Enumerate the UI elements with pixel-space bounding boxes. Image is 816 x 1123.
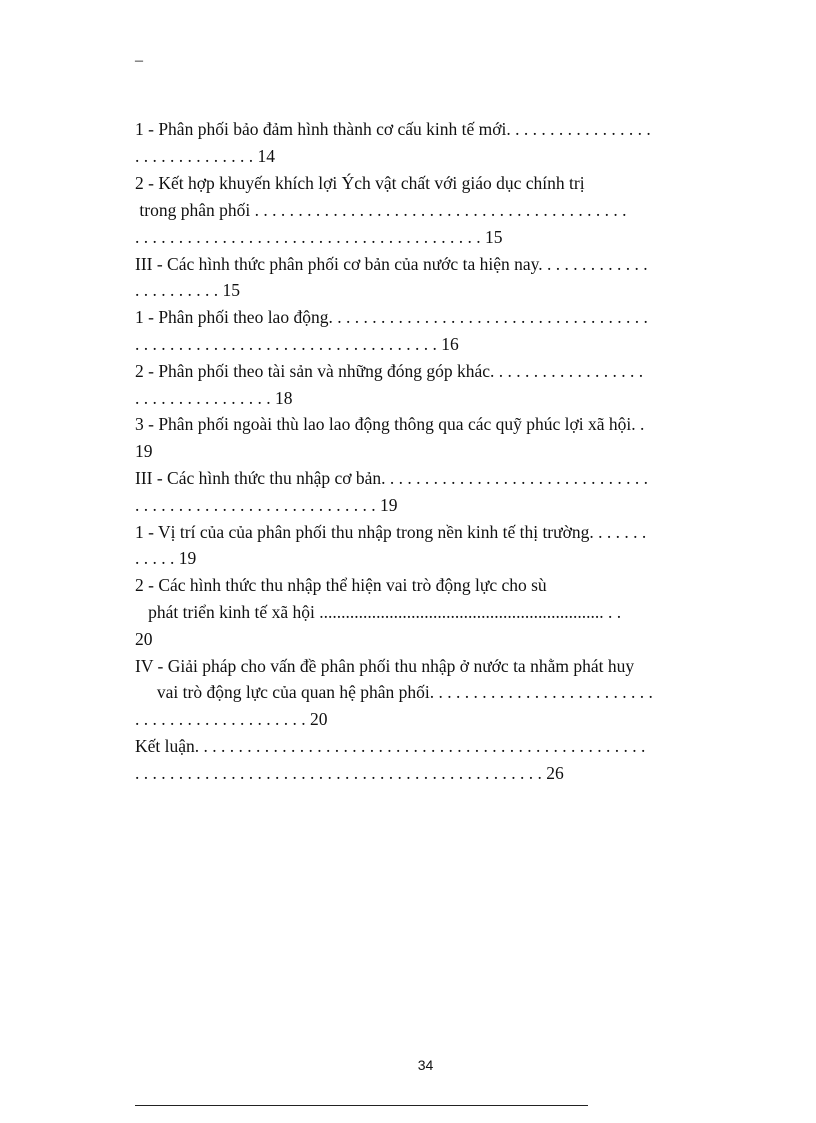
- toc-line: trong phân phối . . . . . . . . . . . . . . . . . . . . . . . . . . . . . . . . . . . . . . . . . . .: [135, 200, 627, 220]
- toc-line: . . . . . . . . . . . . . . 14: [135, 146, 275, 166]
- header-mark: –: [135, 52, 143, 69]
- toc-line: Kết luận. . . . . . . . . . . . . . . . . . . . . . . . . . . . . . . . . . . . . . . . . . . . . . . . . . . .: [135, 736, 646, 756]
- toc-line: phát triển kinh tế xã hội ................................................................. . .: [135, 602, 622, 622]
- toc-line: IV - Giải pháp cho vấn đề phân phối thu nhập ở nước ta nhằm phát huy: [135, 656, 635, 676]
- toc-line: vai trò động lực của quan hệ phân phối. . . . . . . . . . . . . . . . . . . . . . . . . .: [135, 682, 653, 702]
- footer-divider: [135, 1105, 588, 1106]
- toc-line: 2 - Phân phối theo tài sản và những đóng góp khác. . . . . . . . . . . . . . . . . .: [135, 361, 644, 381]
- toc-line: III - Các hình thức phân phối cơ bản của nước ta hiện nay. . . . . . . . . . . . .: [135, 254, 648, 274]
- toc-line: 2 - Kết hợp khuyến khích lợi Ých vật chất với giáo dục chính trị: [135, 173, 585, 193]
- toc-line: III - Các hình thức thu nhập cơ bản. . . . . . . . . . . . . . . . . . . . . . . . . . . . . . .: [135, 468, 649, 488]
- toc-line: 3 - Phân phối ngoài thù lao lao động thông qua các quỹ phúc lợi xã hội. .: [135, 414, 645, 434]
- toc-line: . . . . . 19: [135, 548, 197, 568]
- toc-line: . . . . . . . . . . . . . . . . . . . . . . . . . . . . . . . . . . . . . . . . . . . . . . . 26: [135, 763, 564, 783]
- toc-line: . . . . . . . . . . . . . . . . . . . . 20: [135, 709, 328, 729]
- toc-line: 19: [135, 441, 153, 461]
- toc-line: . . . . . . . . . . . . . . . . . . . . . . . . . . . . . . . . . . . 16: [135, 334, 459, 354]
- page-number: 34: [417, 1057, 434, 1073]
- toc-line: . . . . . . . . . . . . . . . . . . . . . . . . . . . . 19: [135, 495, 398, 515]
- toc-line: 2 - Các hình thức thu nhập thể hiện vai trò động lực cho sù: [135, 575, 547, 595]
- toc-line: . . . . . . . . . . . . . . . . . . . . . . . . . . . . . . . . . . . . . . . . 15: [135, 227, 503, 247]
- toc-line: 1 - Phân phối bảo đảm hình thành cơ cấu kinh tế mới. . . . . . . . . . . . . . . . .: [135, 119, 651, 139]
- toc-line: . . . . . . . . . . 15: [135, 280, 240, 300]
- toc-line: . . . . . . . . . . . . . . . . 18: [135, 388, 293, 408]
- toc-line: 20: [135, 629, 153, 649]
- toc-line: 1 - Vị trí của của phân phối thu nhập trong nền kinh tế thị trường. . . . . . .: [135, 522, 647, 542]
- toc-line: 1 - Phân phối theo lao động. . . . . . . . . . . . . . . . . . . . . . . . . . . . . . . . . . . . .: [135, 307, 648, 327]
